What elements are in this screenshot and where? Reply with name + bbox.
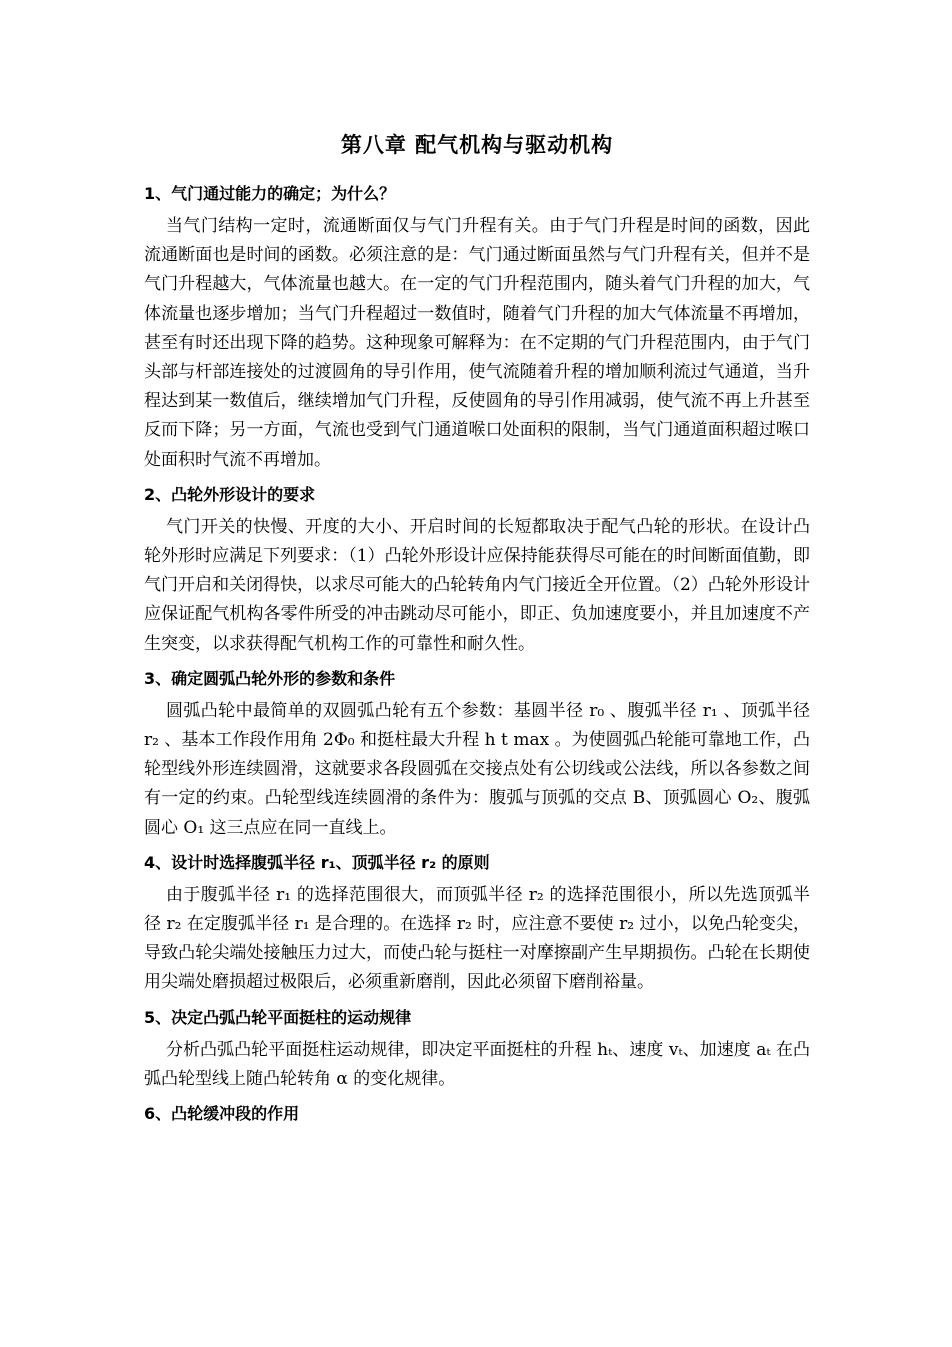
- section-3-body: 圆弧凸轮中最简单的双圆弧凸轮有五个参数：基圆半径 r₀ 、腹弧半径 r₁ 、顶弧半径 r₂ 、基本工作段作用角 2Φ₀ 和挺柱最大升程 h t max 。为使圆弧凸轮能可靠地工作，凸轮型线外形连续圆滑，这就要求各段圆弧在交接点处有公切线或公法线，所以各参数之间有一定的约束。凸轮型线连续圆滑的条件为：腹弧与顶弧的交点 B、顶弧圆心 O₂、腹弧圆心 O₁ 这三点应在同一直线上。: [144, 700, 810, 838]
- section-3-heading: 3、确定圆弧凸轮外形的参数和条件: [144, 668, 396, 688]
- section-1-heading: 1、气门通过能力的确定；为什么？: [144, 184, 396, 203]
- section-4-heading: 4、设计时选择腹弧半径 r₁、顶弧半径 r₂ 的原则: [144, 852, 490, 872]
- section-2-body: 气门开关的快慢、开度的大小、开启时间的长短都取决于配气凸轮的形状。在设计凸轮外形时应满足下列要求：（1）凸轮外形设计应保持能获得尽可能在的时间断面值勤，即气门开启和关闭得快，以求尽可能大的凸轮转角内气门接近全开位置。（2）凸轮外形设计应保证配气机构各零件所受的冲击跳动尽可能小，即正、负加速度要小，并且加速度不产生突变，以求获得配气机构工作的可靠性和耐久性。: [144, 516, 810, 654]
- section-1-body: 当气门结构一定时，流通断面仅与气门升程有关。由于气门升程是时间的函数，因此流通断面也是时间的函数。必须注意的是：气门通过断面虽然与气门升程有关，但并不是气门升程越大，气体流量也越大。在一定的气门升程范围内，随头着气门升程的加大，气体流量也逐步增加；当气门升程超过一数值时，随着气门升程的加大气体流量不再增加，甚至有时还出现下降的趋势。这种现象可解释为：在不定期的气门升程范围内，由于气门头部与杆部连接处的过渡圆角的导引作用，使气流随着升程的增加顺利流过气通道，当升程达到某一数值后，继续增加气门升程，反使圆角的导引作用减弱，使气流不再上升甚至反而下降；另一方面，气流也受到气门通道喉口处面积的限制，当气门通道面积超过喉口处面积时气流不再增加。: [144, 216, 810, 470]
- section-5-body: 分析凸弧凸轮平面挺柱运动规律，即决定平面挺柱的升程 hₜ、速度 vₜ、加速度 aₜ 在凸弧凸轮型线上随凸轮转角 α 的变化规律。: [144, 1039, 810, 1089]
- section-5-heading: 5、决定凸弧凸轮平面挺柱的运动规律: [144, 1007, 412, 1027]
- document-page: [144, 130, 810, 1132]
- section-4-body: 由于腹弧半径 r₁ 的选择范围很大，而顶弧半径 r₂ 的选择范围很小，所以先选顶弧半径 r₂ 在定腹弧半径 r₁ 是合理的。在选择 r₂ 时，应注意不要使 r₂ 过小，以免凸轮变尖，导致凸轮尖端处接触压力过大，而使凸轮与挺柱一对摩擦副产生早期损伤。凸轮在长期使用尖端处磨损超过极限后，必须重新磨削，因此必须留下磨削裕量。: [144, 884, 810, 993]
- section-2-heading: 2、凸轮外形设计的要求: [144, 484, 316, 504]
- page-title: 第八章 配气机构与驱动机构: [340, 132, 614, 157]
- section-6-heading: 6、凸轮缓冲段的作用: [144, 1104, 300, 1124]
